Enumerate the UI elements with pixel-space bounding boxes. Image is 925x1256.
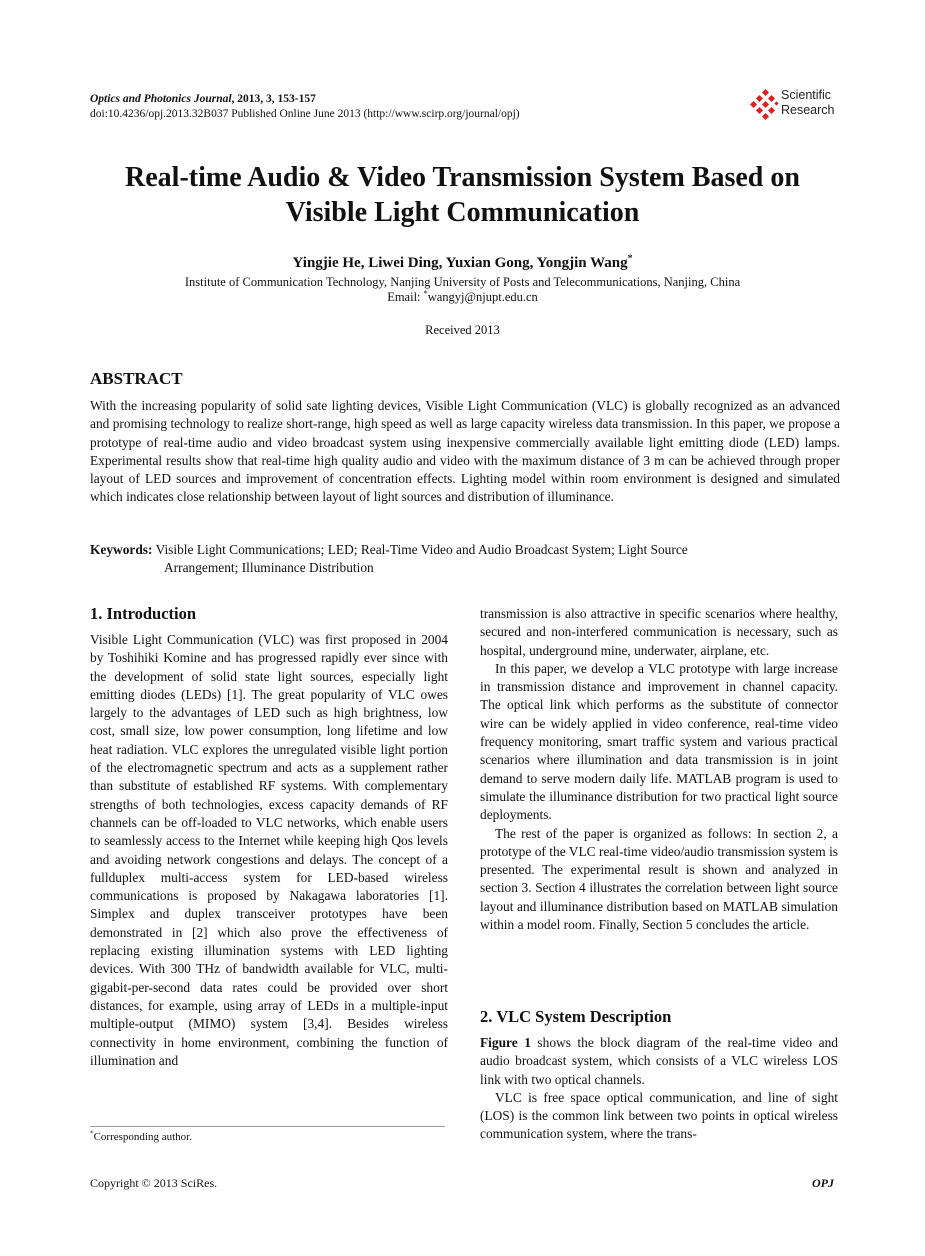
author-mark: * <box>627 253 633 264</box>
email: wangyj@njupt.edu.cn <box>427 290 538 304</box>
keywords-label: Keywords: <box>90 542 153 557</box>
journal-header <box>90 92 520 122</box>
journal-abbreviation: OPJ <box>812 1176 834 1190</box>
section-2-paragraph-2: VLC is free space optical communication, and line of sight (LOS) is the common link between two points in optical wireless communication system, where the trans- <box>480 1089 838 1142</box>
affiliation-block <box>60 275 865 305</box>
abstract-heading: ABSTRACT <box>90 369 183 388</box>
footnote-text: Corresponding author. <box>93 1131 192 1143</box>
received-date: Received 2013 <box>425 323 500 337</box>
section-1-heading: 1. Introduction <box>90 604 197 623</box>
publisher-logo-icon <box>750 88 780 124</box>
intro-paragraph-2: transmission is also attractive in specific scenarios where healthy, secured and non-interfered communication is necessary, such as hospital, underground mine, underwater, airplane, etc. <box>480 606 838 658</box>
paper-title <box>60 160 865 230</box>
footnote-divider <box>90 1126 445 1127</box>
abstract-text: With the increasing popularity of solid sate lighting devices, Visible Light Communication (VLC) is globally recognized as an advanced and promising technology to realize short-range, high speed as well as large capacity wireless data transmission. In this paper, we propose a prototype of real-time audio and video broadcast system using inexpensive commercially available light emitting diode (LED) lamps. Experimental results show that real-time high quality audio and video with the maximum distance of 3 m can be achieved through proper layout of LED sources and improvement of concentration effects. Lighting model within room environment is designed and simulated which indicates close relationship between layout of light sources and distribution of illuminance. <box>90 398 840 505</box>
publisher-logo <box>750 88 845 124</box>
intro-paragraph-1: Visible Light Communication (VLC) was first proposed in 2004 by Toshihiki Komine and has progressed rapidly ever since with the development of solid state light sources, especially light emitting diodes (LEDs) [1]. The great popularity of VLC owes largely to the advantages of LED such as high brightness, low cost, small size, low power consumption, long lifetime and low heat radiation. VLC explores the unregulated visible light portion of the electromagnetic spectrum and acts as a supplement rather than substitute of established RF systems. With complementary strengths of both technologies, excess capacity demands of RF channels can be off-loaded to VLC networks, which enable users to seamlessly access to the Internet while keeping high Qos levels and avoiding network congestions and delays. The concept of a fullduplex multi-access system for LED-based wireless communications is proposed by Nakagawa laboratories [1]. Simplex and duplex transceiver prototypes have been demonstrated in [2] which also prove the effectiveness of replacing existing illumination systems with LED lighting devices. With 300 THz of bandwidth available for VLC, multi- gigabit-per-second data rates could be provided over short distances, for example, using array of LEDs in a multiple-input multiple-output (MIMO) system [3,4]. Besides wireless connectivity in home environment, combining the function of illumination and <box>90 632 448 1068</box>
section-2-heading: 2. VLC System Description <box>480 1007 672 1026</box>
logo-line-2: Research <box>781 103 835 117</box>
section-2-paragraph-1-text: shows the block diagram of the real-time video and audio broadcast system, which consists of a VLC wireless LOS link with two optical channels. <box>480 1035 838 1087</box>
journal-name: Optics and Photonics Journal <box>90 93 232 105</box>
email-mark: * <box>423 288 428 298</box>
keywords <box>90 541 840 559</box>
keywords-line-2: Arrangement; Illuminance Distribution <box>164 560 374 575</box>
keywords-line-1: Visible Light Communications; LED; Real-Time Video and Audio Broadcast System; Light Source <box>155 542 688 557</box>
title-line-2: Visible Light Communication <box>285 197 640 228</box>
title-line-1: Real-time Audio & Video Transmission System Based on <box>125 162 800 193</box>
intro-paragraph-3: In this paper, we develop a VLC prototype with large increase in transmission distance and improvement in channel capacity. The optical link which performs as the substitute of connector wire can be widely applied in video conference, real-time video frequency monitoring, smart traffic system and various practical scenarios where illumination and data transmission is in joint demand to serve modern daily life. MATLAB program is used to simulate the illuminance distribution for two practical light source deployments. <box>480 660 838 823</box>
authors <box>60 255 865 272</box>
section-2-paragraph-1 <box>480 1034 838 1089</box>
affiliation: Institute of Communication Technology, Nanjing University of Posts and Telecommunications, Nanjing, China <box>184 275 741 289</box>
email-label: Email: <box>387 290 424 304</box>
author-names: Yingjie He, Liwei Ding, Yuxian Gong, Yongjin Wang <box>292 255 628 271</box>
doi-line: doi:10.4236/opj.2013.32B037 Published Online June 2013 (http://www.scirp.org/journal/opj) <box>90 108 520 120</box>
footnote <box>90 1131 192 1143</box>
section-2-body <box>480 1034 838 1144</box>
email-line <box>60 290 865 305</box>
footnote-mark: * <box>90 1129 94 1138</box>
right-column <box>480 605 838 934</box>
figure-1-ref: Figure 1 <box>480 1035 531 1050</box>
copyright: Copyright © 2013 SciRes. <box>90 1176 218 1190</box>
logo-line-1: Scientific <box>781 88 832 102</box>
journal-volume: , 2013, 3, 153-157 <box>231 93 316 105</box>
intro-paragraph-4: The rest of the paper is organized as follows: In section 2, a prototype of the VLC real-time video/audio transmission system is presented. The experimental result is shown and analyzed in section 3. Section 4 illustrates the correlation between light source layout and illuminance distribution based on MATLAB simulation within a model room. Finally, Section 5 concludes the article. <box>480 825 838 933</box>
left-column <box>90 631 448 1070</box>
